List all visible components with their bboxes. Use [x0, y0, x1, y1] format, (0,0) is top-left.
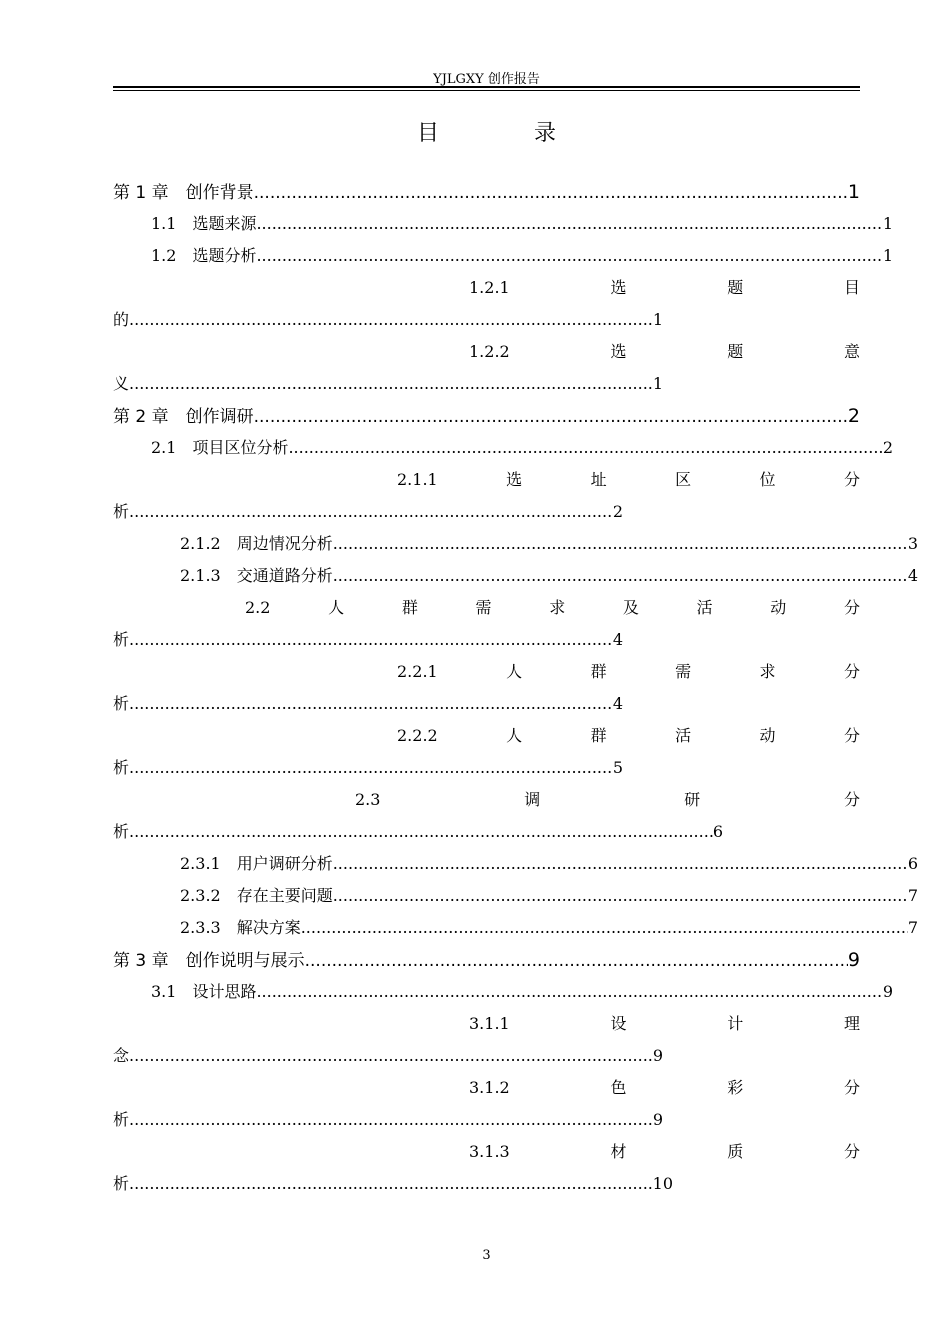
toc-leader-dots: [254, 177, 848, 209]
table-of-contents: [113, 176, 918, 1200]
toc-entry-char: 人: [328, 598, 345, 617]
toc-entry-wrapped[interactable]: [113, 1072, 860, 1104]
toc-entry-number: 2.2.1: [397, 662, 438, 681]
toc-leader-dots: [129, 304, 653, 336]
toc-leader-dots: [129, 752, 613, 784]
toc-entry-number: 3.1.3: [469, 1142, 510, 1161]
toc-entry-label: 义: [113, 374, 130, 393]
toc-leader-dots: [256, 976, 882, 1008]
toc-entry[interactable]: [113, 1040, 663, 1072]
toc-leader-dots: [129, 624, 613, 656]
toc-entry-label: 1.2 选题分析: [151, 246, 257, 265]
toc-entry-page: 2: [612, 502, 623, 521]
toc-entry-char: 调: [524, 790, 541, 809]
toc-entry-number: 2.2: [245, 598, 271, 617]
toc-entry-page: 4: [612, 694, 623, 713]
toc-entry-char: 群: [590, 662, 607, 681]
toc-entry-char: 材: [610, 1142, 627, 1161]
toc-entry-char: 活: [696, 598, 713, 617]
toc-entry-number: 2.1.1: [397, 470, 438, 489]
toc-entry-label: 2.3.2 存在主要问题: [180, 886, 333, 905]
toc-entry[interactable]: [113, 560, 918, 592]
toc-leader-dots: [256, 208, 882, 240]
page-number: 3: [482, 1248, 491, 1263]
toc-entry-wrapped[interactable]: [113, 656, 860, 688]
toc-leader-dots: [129, 1040, 653, 1072]
toc-entry-number: 3.1.2: [469, 1078, 510, 1097]
toc-entry-char: 意: [843, 342, 860, 361]
toc-leader-dots: [305, 945, 848, 977]
toc-entry-page: 4: [612, 630, 623, 649]
toc-leader-dots: [333, 848, 908, 880]
toc-entry-page: 6: [907, 854, 918, 873]
toc-entry-char: 动: [770, 598, 787, 617]
toc-entry-label: 2.3.3 解决方案: [180, 918, 301, 937]
toc-entry-page: 1: [652, 374, 663, 393]
toc-entry[interactable]: [113, 240, 893, 272]
toc-entry-label: 2.1.2 周边情况分析: [180, 534, 333, 553]
toc-entry-char: 题: [727, 278, 744, 297]
toc-entry[interactable]: [113, 528, 918, 560]
toc-entry[interactable]: [113, 176, 860, 208]
toc-entry[interactable]: [113, 624, 623, 656]
toc-entry-label: 的: [113, 310, 130, 329]
toc-entry-label: 析: [113, 630, 130, 649]
toc-entry[interactable]: [113, 496, 623, 528]
toc-entry-wrapped[interactable]: [113, 336, 860, 368]
toc-entry-label: 析: [113, 822, 130, 841]
toc-entry-char: 研: [684, 790, 701, 809]
toc-entry-page: 1: [847, 181, 860, 203]
toc-entry-char: 色: [610, 1078, 627, 1097]
toc-entry[interactable]: [113, 816, 723, 848]
toc-entry[interactable]: [113, 880, 918, 912]
toc-leader-dots: [301, 912, 908, 944]
toc-leader-dots: [333, 528, 908, 560]
toc-entry-label: 析: [113, 1110, 130, 1129]
toc-entry-number: 1.2.1: [469, 278, 510, 297]
toc-entry-char: 址: [590, 470, 607, 489]
toc-entry-char: 分: [843, 726, 860, 745]
toc-entry-char: 分: [843, 662, 860, 681]
toc-entry-char: 计: [727, 1014, 744, 1033]
header-rule-thick: [113, 86, 860, 88]
toc-leader-dots: [288, 432, 882, 464]
toc-entry-wrapped[interactable]: [113, 1136, 860, 1168]
toc-entry-label: 第 1 章 创作背景: [113, 183, 254, 203]
toc-entry-char: 动: [759, 726, 776, 745]
toc-entry-char: 彩: [727, 1078, 744, 1097]
toc-entry-page: 9: [847, 949, 860, 971]
toc-entry-label: 3.1 设计思路: [151, 982, 257, 1001]
toc-entry-page: 1: [652, 310, 663, 329]
toc-entry-char: 目: [843, 278, 860, 297]
toc-entry[interactable]: [113, 976, 893, 1008]
toc-entry-label: 第 2 章 创作调研: [113, 407, 254, 427]
toc-entry-char: 设: [610, 1014, 627, 1033]
toc-entry-page: 2: [882, 438, 893, 457]
toc-entry-label: 析: [113, 1174, 130, 1193]
toc-leader-dots: [129, 688, 613, 720]
page-title: 目 录: [417, 121, 600, 146]
toc-entry-label: 念: [113, 1046, 130, 1065]
toc-entry-label: 析: [113, 694, 130, 713]
toc-entry-number: 2.3: [355, 790, 381, 809]
toc-entry-page: 2: [847, 405, 860, 427]
toc-entry-label: 1.1 选题来源: [151, 214, 257, 233]
toc-entry-char: 质: [727, 1142, 744, 1161]
toc-entry-wrapped[interactable]: [113, 272, 860, 304]
toc-leader-dots: [333, 880, 908, 912]
toc-entry-char: 群: [401, 598, 418, 617]
toc-entry-label: 析: [113, 502, 130, 521]
toc-entry-page: 10: [652, 1174, 673, 1193]
toc-entry-page: 4: [907, 566, 918, 585]
toc-entry-page: 6: [712, 822, 723, 841]
toc-entry-char: 群: [590, 726, 607, 745]
toc-entry[interactable]: [113, 848, 918, 880]
toc-entry-char: 分: [843, 470, 860, 489]
toc-entry[interactable]: [113, 368, 663, 400]
toc-entry-page: 7: [907, 886, 918, 905]
toc-entry-char: 选: [610, 278, 627, 297]
toc-entry-page: 7: [907, 918, 918, 937]
toc-entry[interactable]: [113, 912, 918, 944]
toc-entry-char: 分: [843, 790, 860, 809]
toc-entry-label: 2.3.1 用户调研分析: [180, 854, 333, 873]
toc-leader-dots: [129, 1168, 653, 1200]
toc-entry[interactable]: [113, 752, 623, 784]
toc-entry-page: 1: [882, 246, 893, 265]
toc-entry-char: 人: [506, 726, 523, 745]
toc-entry-char: 位: [759, 470, 776, 489]
toc-entry[interactable]: [113, 208, 893, 240]
toc-entry-char: 区: [675, 470, 692, 489]
toc-entry[interactable]: [113, 1168, 673, 1200]
toc-entry-wrapped[interactable]: [113, 784, 860, 816]
toc-entry-page: 9: [882, 982, 893, 1001]
toc-entry[interactable]: [113, 944, 860, 976]
toc-entry-char: 需: [675, 662, 692, 681]
toc-entry-char: 分: [843, 598, 860, 617]
toc-entry[interactable]: [113, 688, 623, 720]
toc-entry-char: 分: [843, 1142, 860, 1161]
toc-entry-char: 选: [610, 342, 627, 361]
toc-entry-char: 人: [506, 662, 523, 681]
toc-entry-number: 1.2.2: [469, 342, 510, 361]
toc-entry[interactable]: [113, 400, 860, 432]
toc-entry-wrapped[interactable]: [113, 592, 860, 624]
toc-entry-label: 2.1 项目区位分析: [151, 438, 289, 457]
toc-entry-char: 及: [622, 598, 639, 617]
toc-leader-dots: [129, 368, 653, 400]
toc-entry-char: 活: [675, 726, 692, 745]
header-rule-thin: [113, 90, 860, 91]
toc-entry-wrapped[interactable]: [113, 464, 860, 496]
toc-entry-page: 3: [907, 534, 918, 553]
toc-entry-char: 求: [549, 598, 566, 617]
toc-leader-dots: [254, 401, 848, 433]
toc-entry-char: 题: [727, 342, 744, 361]
toc-entry[interactable]: [113, 432, 893, 464]
toc-entry-page: 9: [652, 1110, 663, 1129]
toc-leader-dots: [129, 1104, 653, 1136]
toc-leader-dots: [333, 560, 908, 592]
page-header: YJLGXY 创作报告: [433, 72, 540, 87]
toc-entry-char: 求: [759, 662, 776, 681]
toc-entry-char: 选: [506, 470, 523, 489]
toc-entry[interactable]: [113, 1104, 663, 1136]
toc-leader-dots: [129, 816, 713, 848]
toc-entry-number: 2.2.2: [397, 726, 438, 745]
toc-entry-char: 分: [843, 1078, 860, 1097]
toc-entry-page: 5: [612, 758, 623, 777]
toc-entry-wrapped[interactable]: [113, 720, 860, 752]
toc-entry-number: 3.1.1: [469, 1014, 510, 1033]
toc-entry-char: 需: [475, 598, 492, 617]
toc-entry-page: 1: [882, 214, 893, 233]
toc-entry-label: 析: [113, 758, 130, 777]
toc-entry-page: 9: [652, 1046, 663, 1065]
toc-entry-char: 理: [843, 1014, 860, 1033]
toc-leader-dots: [129, 496, 613, 528]
toc-entry[interactable]: [113, 304, 663, 336]
toc-entry-label: 2.1.3 交通道路分析: [180, 566, 333, 585]
toc-leader-dots: [256, 240, 882, 272]
toc-entry-wrapped[interactable]: [113, 1008, 860, 1040]
toc-entry-label: 第 3 章 创作说明与展示: [113, 951, 305, 971]
